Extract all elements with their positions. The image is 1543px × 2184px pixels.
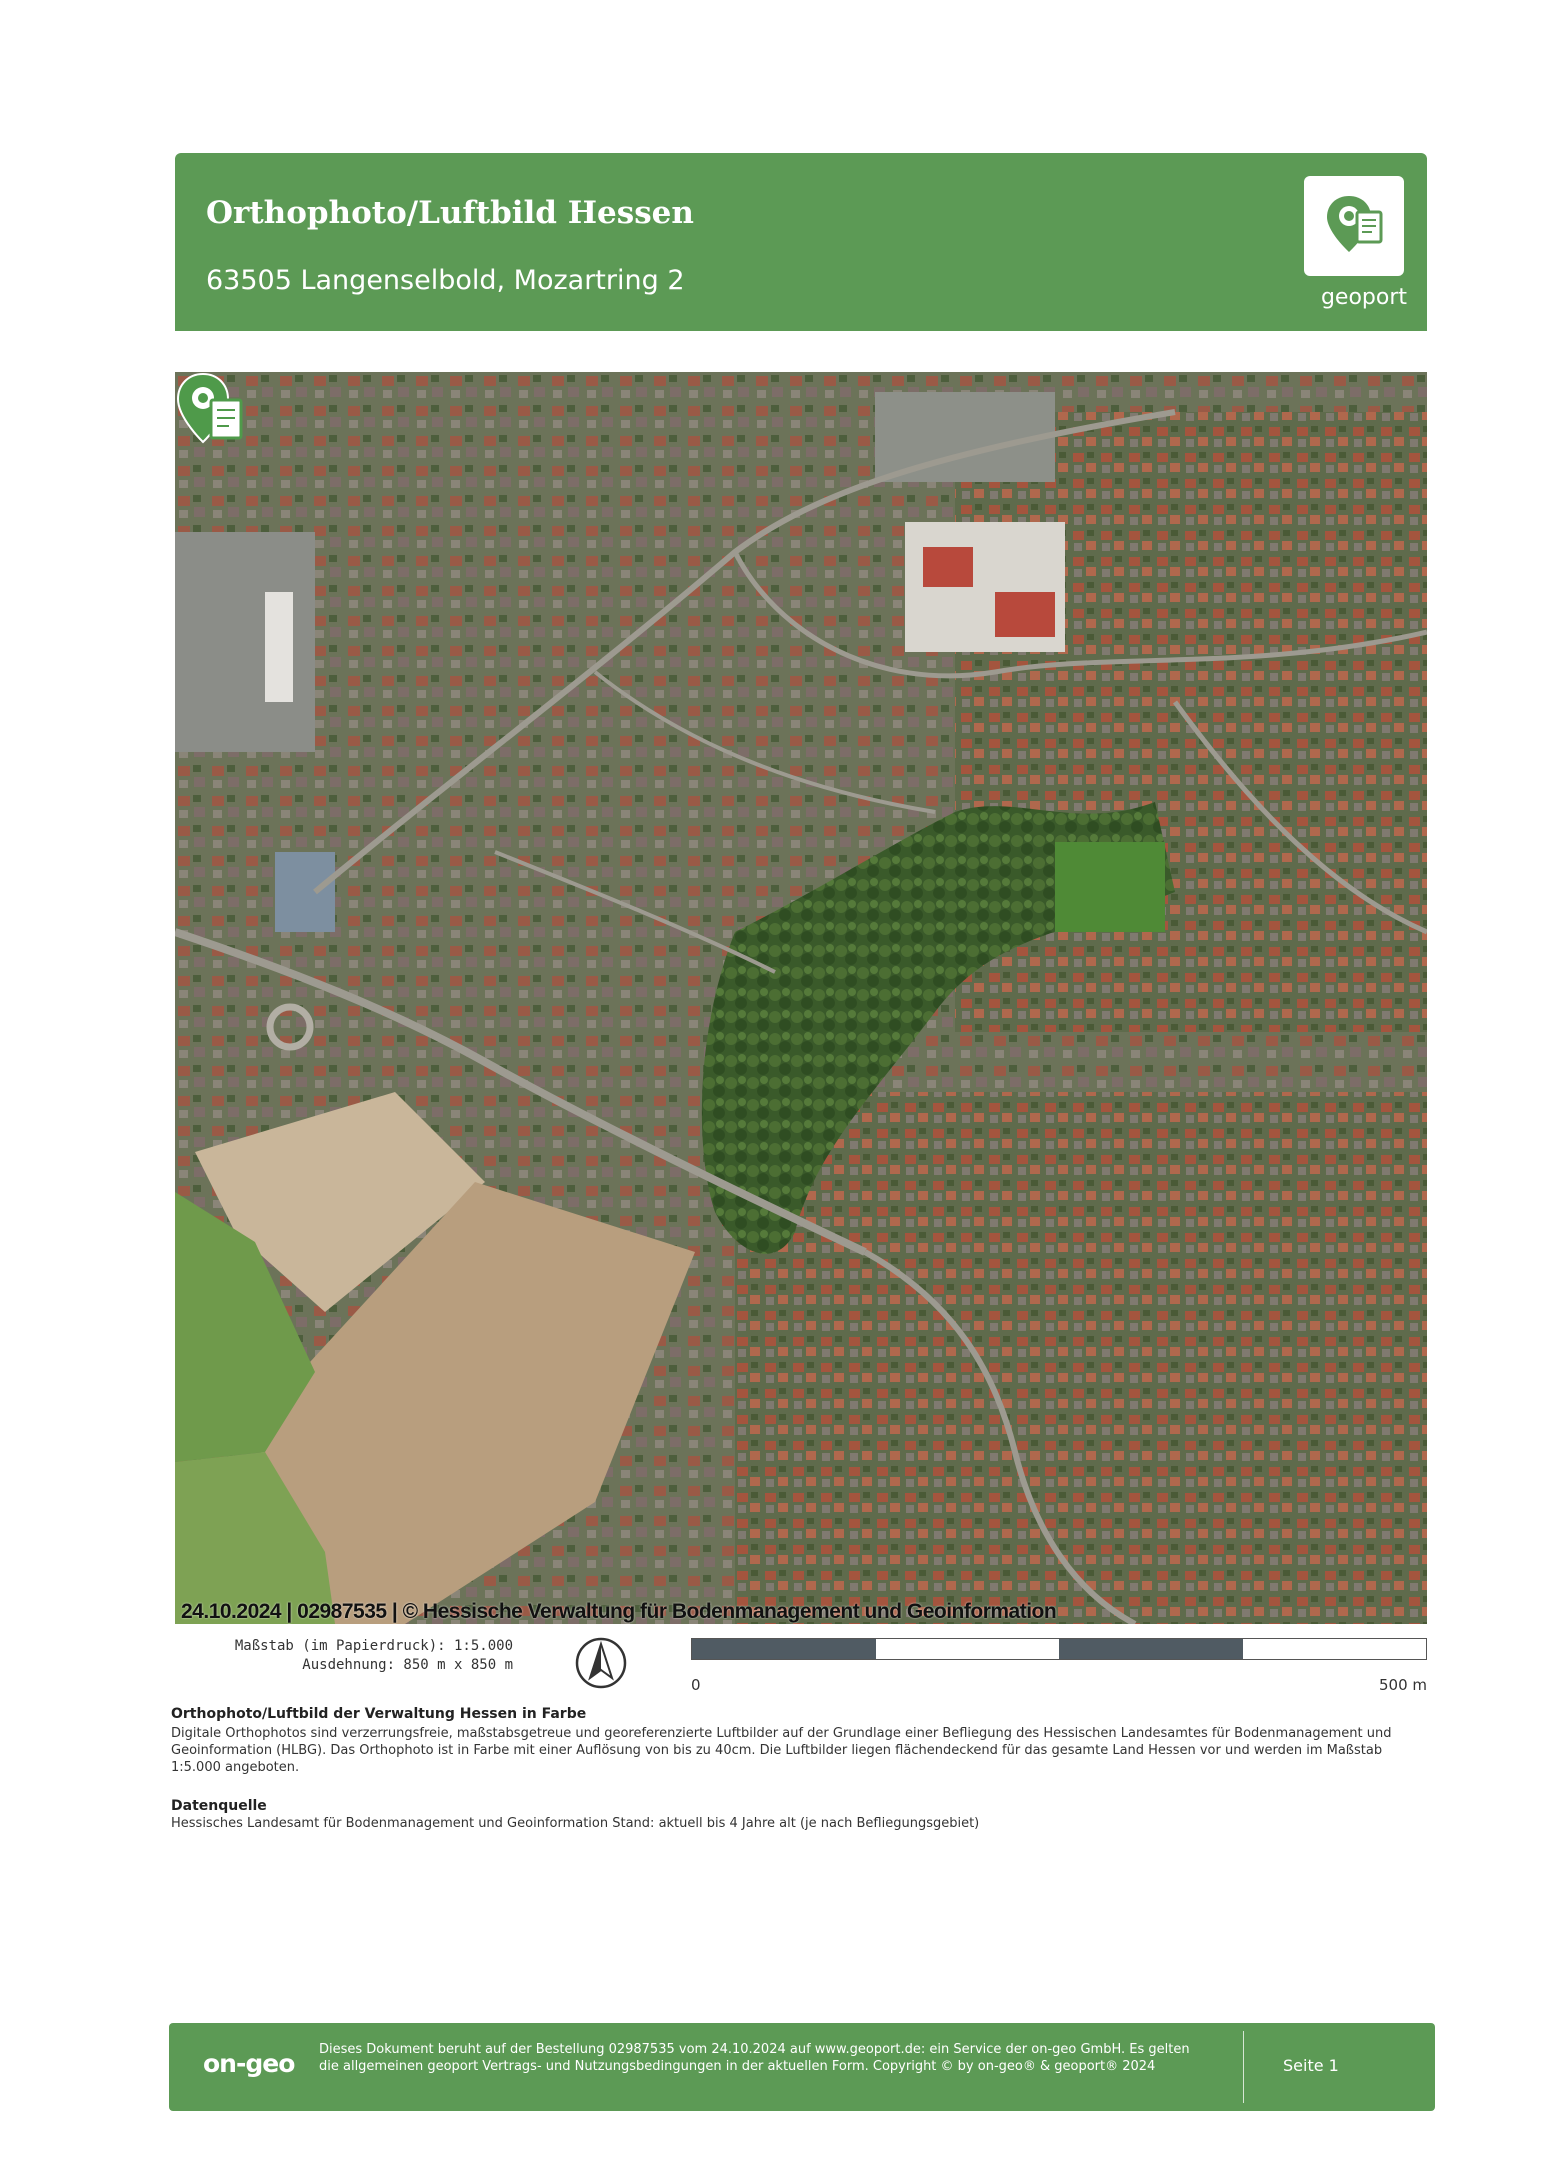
scale-max-label: 500 m <box>1378 1676 1427 1694</box>
extent-label: Ausdehnung: 850 m x 850 m <box>302 1657 513 1673</box>
data-source <box>171 1798 1431 1832</box>
scale-zero-label: 0 <box>691 1676 701 1694</box>
aerial-map[interactable] <box>175 372 1427 1624</box>
scale-segment <box>1059 1639 1243 1659</box>
geoport-pin-icon <box>1319 190 1389 262</box>
scale-segment <box>1243 1639 1427 1659</box>
location-pin-icon[interactable] <box>175 372 251 458</box>
scale-label: Maßstab (im Papierdruck): 1:5.000 <box>234 1638 513 1654</box>
scale-segment <box>692 1639 876 1659</box>
document-footer <box>169 2023 1435 2111</box>
geoport-logo-text: geoport <box>1320 285 1407 310</box>
document-title: Orthophoto/Luftbild Hessen <box>206 195 694 231</box>
map-copyright-stamp: 24.10.2024 | 02987535 | © Hessische Verwaltung für Bodenmanagement und Geoinformation <box>181 1600 1057 1623</box>
footer-divider <box>1243 2031 1244 2103</box>
data-source-title: Datenquelle <box>171 1798 267 1814</box>
scale-bar <box>691 1638 1427 1660</box>
scale-segment <box>876 1639 1060 1659</box>
page-number: Seite 1 <box>1283 2056 1339 2075</box>
document-header <box>175 153 1427 331</box>
on-geo-logo: on-geo <box>203 2049 295 2078</box>
north-arrow-icon <box>574 1636 628 1690</box>
aerial-photo <box>175 372 1427 1624</box>
footer-legal-text: Dieses Dokument beruht auf der Bestellung 02987535 vom 24.10.2024 auf www.geoport.de: ein Service der on-geo GmbH. Es gelten die allgemeinen geoport Vertrags- und Nutzungsbedingungen in der aktuellen Form. Copyright © by on-geo® & geoport® 2024 <box>319 2042 1190 2074</box>
data-source-text: Hessisches Landesamt für Bodenmanagement und Geoinformation Stand: aktuell bis 4 Jahre alt (je nach Befliegungsgebiet) <box>171 1816 980 1831</box>
product-description <box>171 1706 1431 1776</box>
scale-info <box>235 1637 513 1675</box>
description-text: Digitale Orthophotos sind verzerrungsfreie, maßstabsgetreue und georeferenzierte Luftbilder auf der Grundlage einer Befliegung des Hessischen Landesamtes für Bodenmanagement und Geoinformation (HLBG). Das Orthophoto ist in Farbe mit einer Auflösung von bis zu 40cm. Die Luftbilder liegen flächendeckend für das gesamte Land Hessen vor und werden im Maßstab 1:5.000 angeboten. <box>171 1726 1392 1775</box>
geoport-logo <box>1304 176 1404 276</box>
address-subtitle: 63505 Langenselbold, Mozartring 2 <box>206 265 685 296</box>
description-title: Orthophoto/Luftbild der Verwaltung Hessen in Farbe <box>171 1706 587 1722</box>
